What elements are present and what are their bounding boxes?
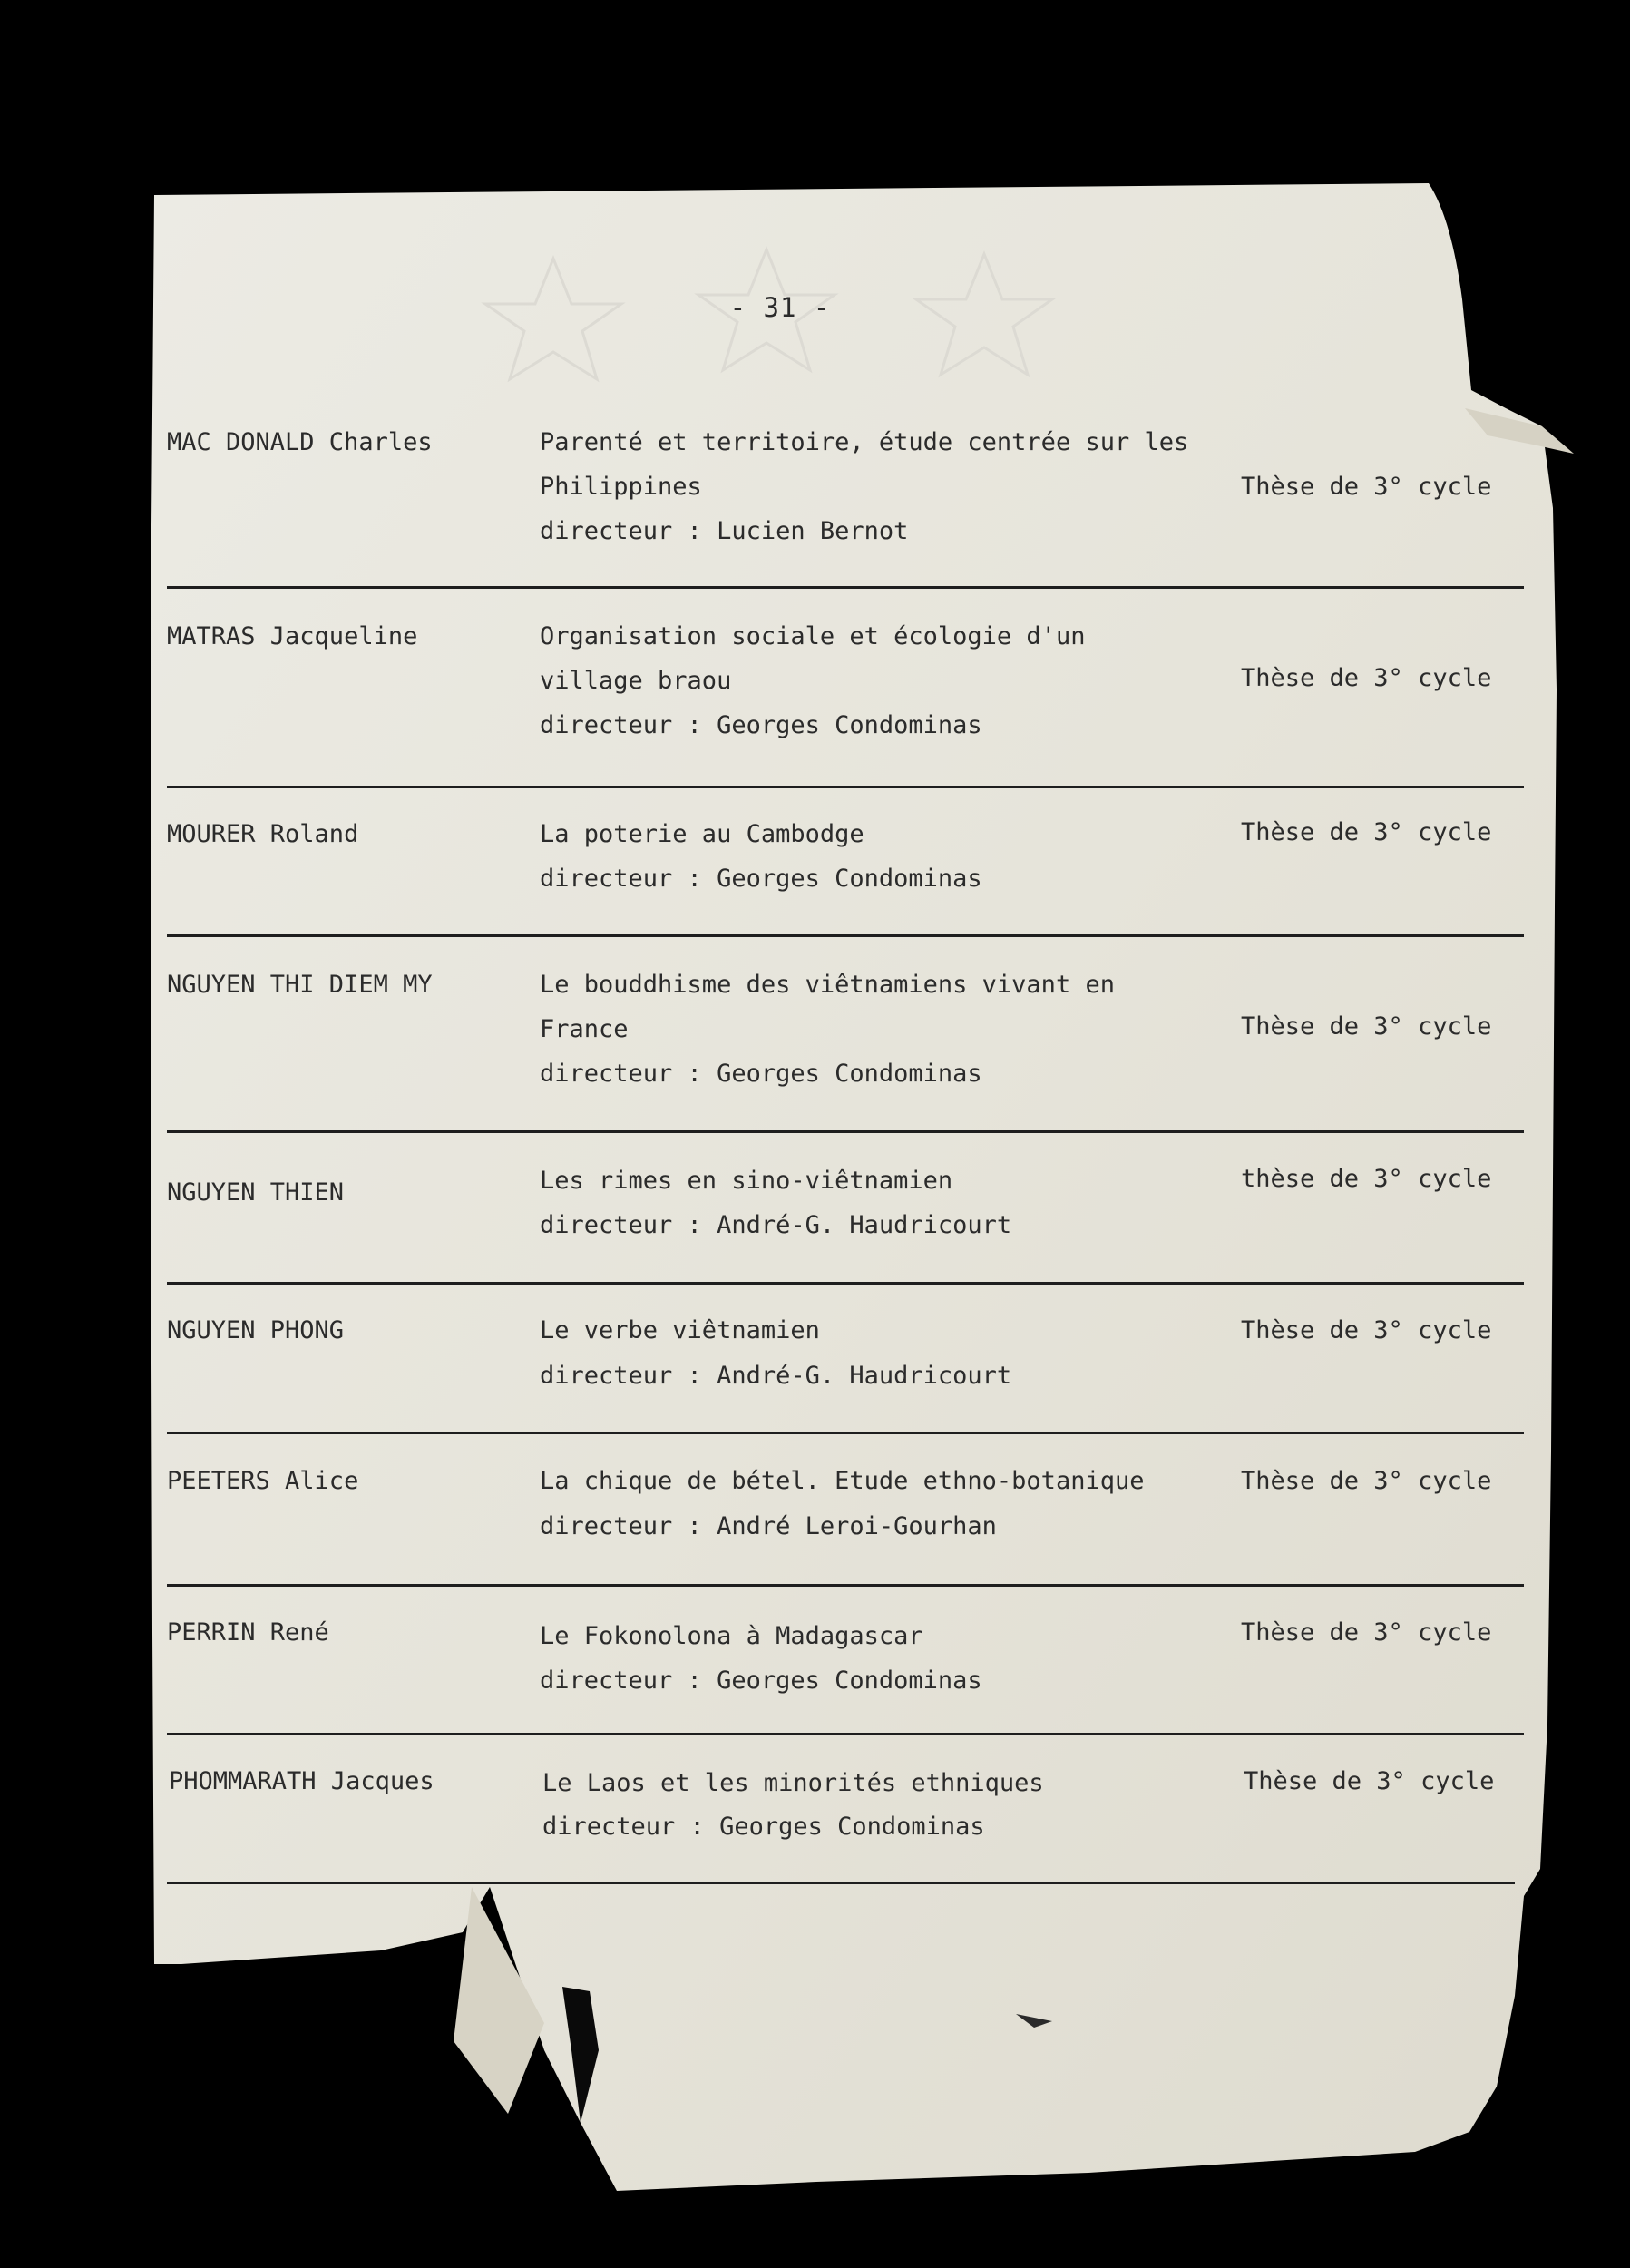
author-name: MOURER Roland <box>167 820 359 848</box>
author-name: NGUYEN THIEN <box>167 1178 345 1207</box>
thesis-title-line: Le bouddhisme des viêtnamiens vivant en <box>540 971 1115 999</box>
thesis-director: directeur : Georges Condominas <box>540 1060 982 1088</box>
thesis-title-line: Parenté et territoire, étude centrée sur les <box>540 428 1189 456</box>
thesis-director: directeur : Georges Condominas <box>540 1667 982 1695</box>
degree-type: Thèse de 3° cycle <box>1241 664 1492 692</box>
degree-type: Thèse de 3° cycle <box>1241 1012 1492 1041</box>
degree-type: Thèse de 3° cycle <box>1241 818 1492 846</box>
separator-rule <box>167 1882 1515 1884</box>
thesis-title-line: Organisation sociale et écologie d'un <box>540 622 1086 650</box>
thesis-director: directeur : André Leroi-Gourhan <box>540 1512 997 1540</box>
separator-rule <box>167 1282 1524 1285</box>
degree-type: Thèse de 3° cycle <box>1241 1618 1492 1647</box>
thesis-director: directeur : Georges Condominas <box>540 711 982 739</box>
author-name: PERRIN René <box>167 1618 329 1647</box>
thesis-director: directeur : André-G. Haudricourt <box>540 1211 1012 1239</box>
thesis-title-line: La chique de bétel. Etude ethno-botanique <box>540 1467 1145 1495</box>
thesis-title-line: village braou <box>540 667 732 695</box>
separator-rule <box>167 1584 1524 1587</box>
thesis-title-line: Le verbe viêtnamien <box>540 1316 820 1344</box>
degree-type: Thèse de 3° cycle <box>1241 1316 1492 1344</box>
thesis-title-line: Le Fokonolona à Madagascar <box>540 1622 923 1650</box>
degree-type: Thèse de 3° cycle <box>1241 473 1492 501</box>
degree-type: thèse de 3° cycle <box>1241 1165 1492 1193</box>
separator-rule <box>167 1130 1524 1133</box>
author-name: PEETERS Alice <box>167 1467 359 1495</box>
author-name: MATRAS Jacqueline <box>167 622 418 650</box>
page-number: - 31 - <box>729 292 831 323</box>
thesis-title-line: Les rimes en sino-viêtnamien <box>540 1167 953 1195</box>
thesis-director: directeur : Georges Condominas <box>540 865 982 893</box>
author-name: NGUYEN THI DIEM MY <box>167 971 433 999</box>
thesis-title-line: Le Laos et les minorités ethniques <box>542 1769 1044 1797</box>
thesis-title-line: Philippines <box>540 473 702 501</box>
separator-rule <box>167 934 1524 937</box>
author-name: PHOMMARATH Jacques <box>169 1767 434 1795</box>
thesis-title-line: France <box>540 1015 629 1043</box>
separator-rule <box>167 1432 1524 1434</box>
author-name: NGUYEN PHONG <box>167 1316 345 1344</box>
thesis-director: directeur : Lucien Bernot <box>540 517 909 545</box>
thesis-director: directeur : Georges Condominas <box>542 1813 985 1841</box>
separator-rule <box>167 586 1524 589</box>
thesis-director: directeur : André-G. Haudricourt <box>540 1362 1012 1390</box>
thesis-title-line: La poterie au Cambodge <box>540 820 864 848</box>
author-name: MAC DONALD Charles <box>167 428 433 456</box>
separator-rule <box>167 1733 1524 1735</box>
degree-type: Thèse de 3° cycle <box>1241 1467 1492 1495</box>
degree-type: Thèse de 3° cycle <box>1244 1767 1495 1795</box>
separator-rule <box>167 786 1524 788</box>
